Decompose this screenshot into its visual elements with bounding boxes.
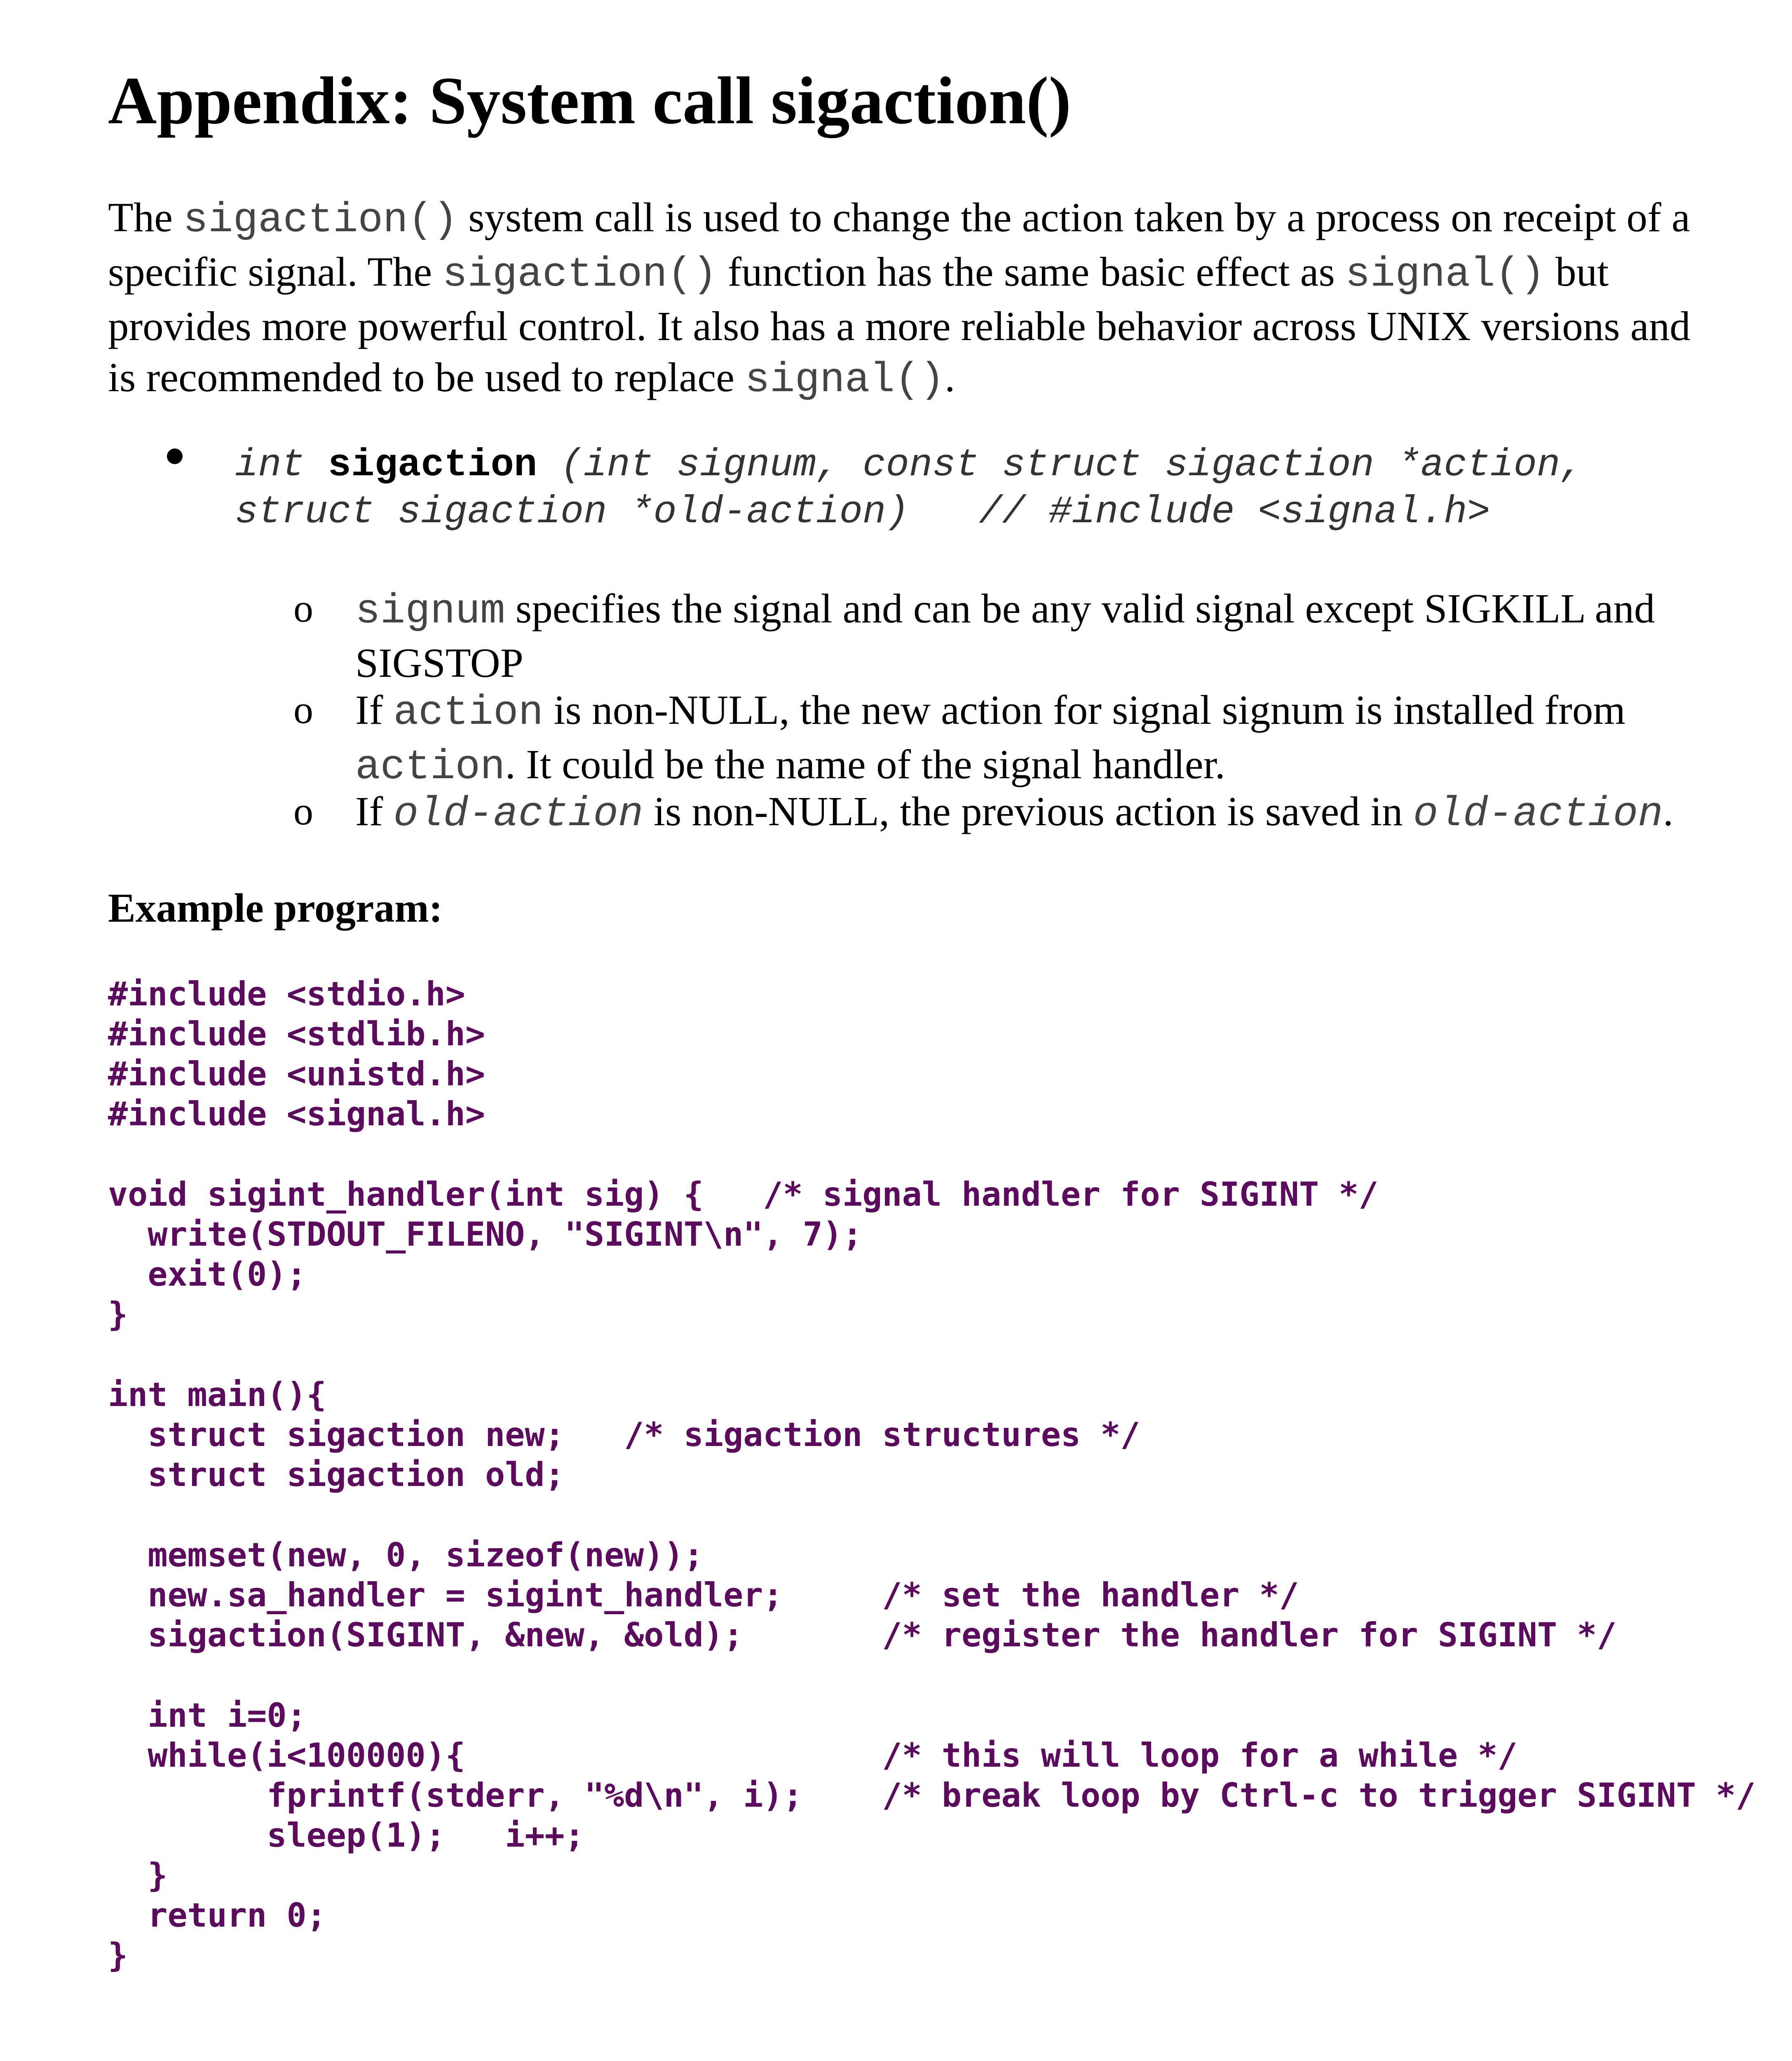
example-heading: Example program:: [108, 885, 443, 931]
intro-line-1: The sigaction() system call is used to change the action taken by a process on receipt of a: [108, 194, 1690, 244]
code-main-loop: int i=0; while(i<100000){ /* this will loop for a while */ fprintf(stderr, "%d\n", i); /* break loop by Ctrl-c to trigger SIGINT */ sleep(1); i++; } return 0; }: [108, 1696, 1756, 1974]
sub-bullet-icon: o: [293, 789, 313, 833]
sub-bullet-icon: o: [293, 688, 313, 732]
intro-line-2: specific signal. The sigaction() function has the same basic effect as signal() but: [108, 249, 1609, 298]
intro-paragraph: [108, 192, 1715, 406]
inline-code: action: [355, 744, 505, 791]
inline-code: signal(): [745, 357, 945, 404]
signature-line-1: int sigaction (int signum, const struct sigaction *action,: [235, 444, 1583, 487]
function-name: sigaction: [328, 444, 537, 487]
bullet-icon: [167, 448, 183, 464]
page-title: Appendix: System call sigaction(): [108, 63, 1071, 138]
inline-code: old-action: [393, 791, 643, 838]
inline-code: signal(): [1345, 251, 1545, 298]
code-main-declaration: int main(){ struct sigaction new; /* sigaction structures */ struct sigaction old;: [108, 1376, 1140, 1494]
sub-item-signum: signum specifies the signal and can be any valid signal except SIGKILL and SIGSTOP: [355, 585, 1655, 686]
inline-code: old-action: [1413, 791, 1663, 838]
sub-item-action: If action is non-NULL, the new action for signal signum is installed from action. It could be the name of the signal handler.: [355, 687, 1625, 791]
signature-line-2: struct sigaction *old-action) // #include <signal.h>: [235, 491, 1491, 534]
code-handler-setup: memset(new, 0, sizeof(new)); new.sa_handler = sigint_handler; /* set the handler */ sigaction(SIGINT, &new, &old); /* register the handler for SIGINT */: [148, 1536, 1617, 1654]
function-signature: [235, 442, 1583, 536]
sub-bullet-icon: o: [293, 586, 313, 630]
inline-code: action: [393, 690, 544, 737]
code-handler: void sigint_handler(int sig) { /* signal handler for SIGINT */ write(STDOUT_FILENO, "SIGINT\n", 7); exit(0); }: [108, 1175, 1379, 1333]
inline-code: sigaction(): [442, 251, 718, 298]
inline-code: signum: [355, 588, 505, 635]
sub-item-old-action: If old-action is non-NULL, the previous action is saved in old-action.: [355, 788, 1674, 838]
code-includes: #include <stdio.h> #include <stdlib.h> #include <unistd.h> #include <signal.h>: [108, 975, 486, 1133]
intro-line-3: provides more powerful control. It also has a more reliable behavior across UNIX versions and: [108, 303, 1691, 349]
inline-code: sigaction(): [183, 197, 458, 244]
intro-line-4: is recommended to be used to replace signal().: [108, 354, 955, 404]
